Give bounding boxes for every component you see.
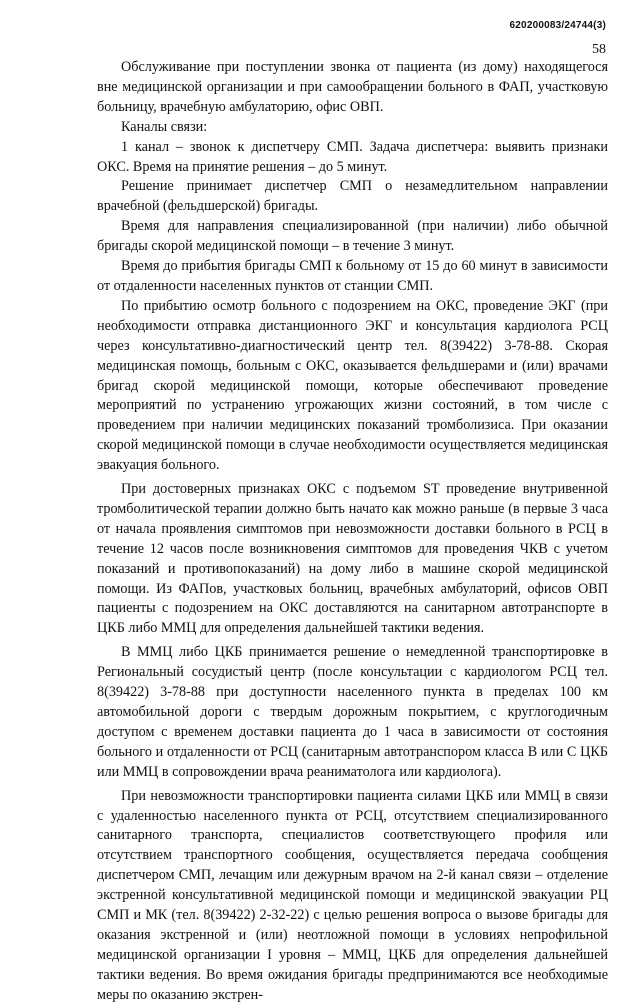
paragraph-service-intro: Обслуживание при поступлении звонка от пациента (из дому) находящегося вне медицинской организации и при самообращении больного в ФАП, участковую больницу, врачебную амбулаторию, офис ОВП. — [97, 59, 608, 115]
paragraph-transport-impossible: При невозможности транспортировки пациента силами ЦКБ или ММЦ в связи с удаленностью населенного пункта от РСЦ, отсутствием специализированного санитарного транспорта, специалистов соответствующего профиля или отсутствием транспортного сообщения, осуществляется передача сообщения диспетчером СМП, лечащим или дежурным врачом на 2-й канал связи – отделение экстренной консультативной медицинской помощи и медицинской эвакуации РЦ СМП и МК (тел. 8(39422) 2-32-22) с целью решения вопроса о вызове бригады для оказания экстренной и (или) неотложной помощи в условиях непрофильной медицинской организации I уровня – ММЦ, ЦКБ для определения дальнейшей тактики ведения. Во время ожидания бригады предпринимаются все необходимые меры по оказанию экстрен- — [97, 787, 608, 1003]
page-number: 58 — [592, 42, 606, 57]
document-id: 620200083/24744(3) — [509, 20, 606, 31]
paragraph-examination: По прибытию осмотр больного с подозрением на ОКС, проведение ЭКГ (при необходимости отправка дистанционного ЭКГ и консультация кардиолога РСЦ через консультативно-диагностический центр тел. 8(39422) 3-78-88. Скорая медицинская помощь, больным с ОКС, оказывается фельдшерами и (или) врачами бригад скорой медицинской помощи, которые обеспечивают проведение мероприятий по устранению угрожающих жизни состояний, в том числе с проведением при наличии медицинских показаний тромболизиса. При оказании скорой медицинской помощи в случае необходимости осуществляется медицинская эвакуация больного. — [97, 297, 608, 474]
paragraph-channel-1: 1 канал – звонок к диспетчеру СМП. Задача диспетчера: выявить признаки ОКС. Время на принятие решения – до 5 минут. — [97, 138, 608, 175]
paragraph-channels-heading: Каналы связи: — [121, 118, 208, 135]
paragraph-thrombolysis: При достоверных признаках ОКС с подъемом ST проведение внутривенной тромболитической терапии должно быть начато как можно раньше (в первые 3 часа от начала проявления симптомов при невозможности доставки больного в РСЦ в течение 12 часов после возникновения симптомов для проведения ЧКВ с учетом показаний и противопоказаний) на дому либо в машине скорой медицинской помощи. Из ФАПов, участковых больниц, врачебных амбулаторий, офисов ОВП пациенты с подозрением на ОКС доставляются на санитарном автотранспорте в ЦКБ либо ММЦ для определения дальнейшей тактики ведения. — [97, 481, 608, 637]
paragraph-dispatch-time: Время для направления специализированной (при наличии) либо обычной бригады скорой медицинской помощи – в течение 3 минут. — [97, 218, 608, 255]
paragraph-transport-decision: В ММЦ либо ЦКБ принимается решение о немедленной транспортировке в Региональный сосудистый центр (после консультации с кардиологом РСЦ тел. 8(39422) 3-78-88 при доступности населенного пункта в пределах 100 км автомобильной дороги с твердым дорожным покрытием, с круглогодичным доступом с временем доставки пациента до 1 часа в зависимости от состояния больного и отдаленности от РСЦ (санитарным автотранспором класса В или С ЦКБ или ММЦ в сопровождении врача реаниматолога или кардиолога). — [97, 644, 608, 780]
page-body — [97, 58, 608, 1006]
paragraph-dispatcher-decision: Решение принимает диспетчер СМП о незамедлительном направлении врачебной (фельдшерской) бригады. — [97, 178, 608, 215]
paragraph-arrival-time: Время до прибытия бригады СМП к больному от 15 до 60 минут в зависимости от отдаленности населенных пунктов от станции СМП. — [97, 258, 608, 294]
